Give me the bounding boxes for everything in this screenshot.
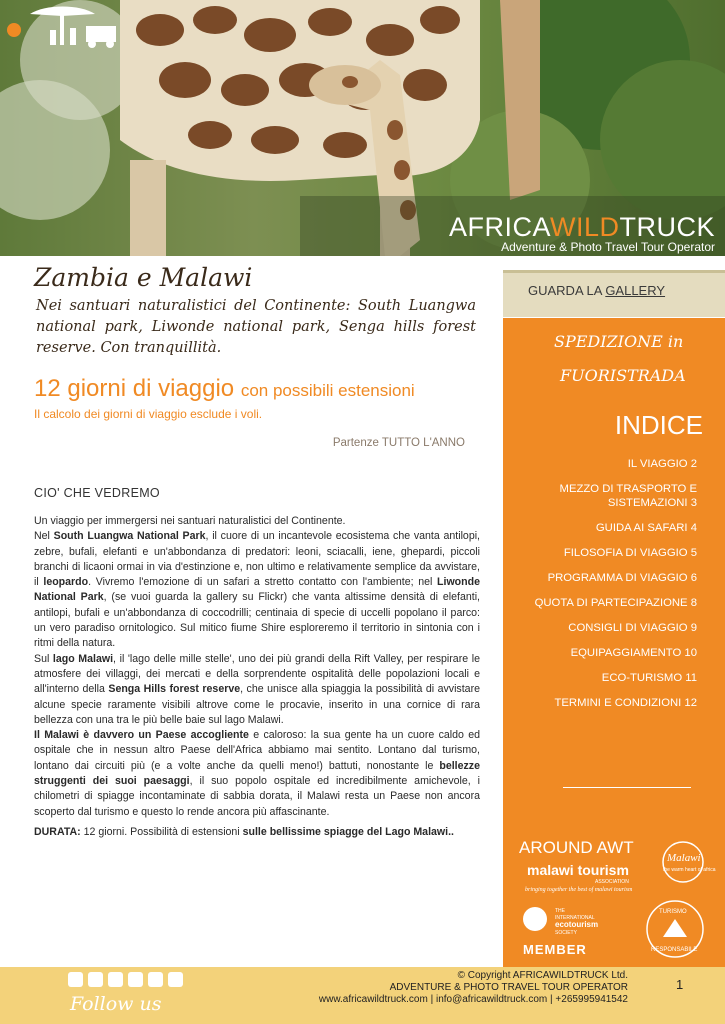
- malawi-tourism-logo: malawi tourism: [527, 862, 629, 878]
- gallery-link[interactable]: GUARDA LA GALLERY: [528, 283, 666, 298]
- trip-title: Zambia e Malawi: [34, 263, 253, 292]
- duration-headline: 12 giorni di viaggio con possibili estensioni: [34, 375, 415, 402]
- twitter-icon: [68, 972, 83, 987]
- table-of-contents: [515, 457, 697, 721]
- svg-text:the warm heart of africa: the warm heart of africa: [663, 867, 716, 873]
- flickr-icon: [168, 972, 183, 987]
- member-label: MEMBER: [523, 942, 587, 957]
- toc-item-label: QUOTA DI PARTECIPAZIONE: [534, 597, 688, 609]
- toc-item[interactable]: [515, 646, 697, 660]
- toc-item-page: 11: [685, 672, 697, 684]
- flights-note: Il calcolo dei giorni di viaggio esclude i voli.: [34, 407, 263, 421]
- duration-paragraph: DURATA: 12 giorni. Possibilità di estensioni sulle bellissime spiagge del Lago Malawi..: [34, 826, 454, 838]
- svg-text:INTERNATIONAL: INTERNATIONAL: [555, 915, 595, 921]
- index-title: INDICE: [614, 410, 703, 440]
- toc-item-page: 9: [690, 622, 697, 634]
- toc-item-page: 3: [690, 497, 697, 509]
- toc-item[interactable]: [515, 696, 697, 710]
- section-heading: CIO' CHE VEDREMO: [34, 486, 160, 500]
- google-plus-icon: [108, 972, 123, 987]
- toc-item-page: 5: [690, 547, 697, 559]
- toc-item-page: 2: [690, 458, 697, 470]
- toc-item[interactable]: [515, 571, 697, 585]
- hero-image: [0, 0, 725, 256]
- footer-website-link[interactable]: www.africawildtruck.com: [318, 994, 428, 1005]
- expedition-label: SPEDIZIONE in: [554, 332, 684, 351]
- toc-item[interactable]: [515, 596, 697, 610]
- africawildtruck-logo: [0, 0, 120, 56]
- footer-copyright: © Copyright AFRICAWILDTRUCK Ltd. ADVENTURE & PHOTO TRAVEL TOUR OPERATOR www.africawildtruck.com | info@africawildtruck.com | +265995941542: [318, 970, 628, 1005]
- around-awt-logo: AROUND AWT: [519, 838, 634, 857]
- toc-item[interactable]: [515, 671, 697, 685]
- toc-item-label: TERMINI E CONDIZIONI: [554, 697, 682, 709]
- trip-subtitle: Nei santuari naturalistici del Continente: South Luangwa national park, Liwonde national park, Senga hills forest reserve. Con tranquillità.: [36, 298, 476, 356]
- description-body: Un viaggio per immergersi nei santuari naturalistici del Continente. Nel South Luangwa National Park, il cuore di un incantevole ecosistema che vanta antilopi, zebre, bufali, elefanti e un'abbondanza di predatori: leoni, sciacalli, iene, ghepardi, piccoli branchi di licaoni ormai in via d'estinzione e, non ultimo e relativamente semplice da avvistare, il leopardo. Vivremo l'emozione di un safari a stretto contatto con l'ambiente; nel Liwonde National Park, (se vuoi guarda la gallery su Flickr) che vanta altissime densità di elefanti, antilopi, bufali e un'abbondanza di coccodrilli; centinaia di specie di uccelli popolano il parco: un vero paradiso ornitologico. Sul mitico fiume Shire esploreremo il territorio in sintonia con i ritmi della natura. Sul lago Malawi, il 'lago delle mille stelle', uno dei più grandi della Rift Valley, per respirare le atmosfere dei villaggi, dei mercati e della sorprendente ospitalità delle popolazioni locali e all'interno della Senga Hills forest reserve, che unisce alla spiaggia la possibilità di avvistare alcune specie raramente visibili altrove come le procavie, inserito in una cornice di rara bellezza con una tra le più belle baie sul lago Malawi. Il Malawi è davvero un Paese accogliente e caloroso: la sua gente ha un cuore caldo ed ospitale che in nessun altro Paese dell'Africa abbiamo mai sentito. Lontano dal turismo, lontano dai circuiti più (e a volte anche da quelli meno!) battuti, nonostante le bellezze struggenti dei suoi paesaggi, il suo popolo ospitale ed incredibilmente amichevole, i chilometri di spiagge incontaminate di sabbia dorata, il Malawi resta un Paese non ancora scoperto dal turismo e questo lo rende ancora più affascinante.: [34, 515, 481, 818]
- offroad-label: FUORISTRADA: [560, 366, 686, 385]
- ties-globe-icon: [523, 907, 547, 931]
- brand-block: [449, 212, 715, 254]
- toc-item-label: MEZZO DI TRASPORTO E SISTEMAZIONI: [559, 483, 697, 509]
- toc-item-page: 8: [690, 597, 697, 609]
- svg-text:TURISMO: TURISMO: [659, 909, 687, 915]
- social-icons: [68, 970, 188, 992]
- partner-logos: [503, 817, 725, 967]
- youtube-icon: [148, 972, 163, 987]
- toc-item[interactable]: [515, 521, 697, 535]
- svg-text:Malawi: Malawi: [667, 852, 701, 864]
- brand-name: AFRICAWILDTRUCK: [448, 212, 715, 242]
- svg-text:bringing together the best of: bringing together the best of malawi tourism: [525, 887, 633, 893]
- toc-item[interactable]: [515, 482, 697, 510]
- toc-item-page: 4: [690, 522, 697, 534]
- toc-item-label: GUIDA AI SAFARI: [595, 522, 688, 534]
- toc-item-label: PROGRAMMA DI VIAGGIO: [547, 572, 688, 584]
- brand-tagline: Adventure & Photo Travel Tour Operator: [501, 240, 715, 254]
- follow-us-label: Follow us: [70, 993, 162, 1015]
- toc-item[interactable]: [515, 457, 697, 471]
- svg-text:ecotourism: ecotourism: [555, 920, 599, 929]
- toc-item-page: 6: [690, 572, 697, 584]
- facebook-icon: [88, 972, 103, 987]
- footer-contact[interactable]: | info@africawildtruck.com | +265995941542: [430, 994, 628, 1005]
- instagram-icon: [128, 972, 143, 987]
- toc-item[interactable]: [515, 546, 697, 560]
- departures-label: Partenze TUTTO L'ANNO: [332, 437, 465, 449]
- svg-text:RESPONSABILE: RESPONSABILE: [651, 947, 698, 953]
- svg-text:THE: THE: [555, 908, 565, 914]
- toc-divider: [563, 787, 691, 788]
- toc-item-label: IL VIAGGIO: [627, 458, 688, 470]
- toc-item-page: 12: [684, 697, 697, 709]
- toc-item-page: 10: [684, 647, 697, 659]
- toc-item-label: ECO-TURISMO: [601, 672, 683, 684]
- toc-item-label: CONSIGLI DI VIAGGIO: [568, 622, 688, 634]
- svg-text:ASSOCIATION: ASSOCIATION: [595, 879, 629, 885]
- toc-item-label: FILOSOFIA DI VIAGGIO: [563, 547, 688, 559]
- toc-item[interactable]: [515, 621, 697, 635]
- toc-item-label: EQUIPAGGIAMENTO: [570, 647, 682, 659]
- page-number: 1: [676, 977, 684, 992]
- svg-text:SOCIETY: SOCIETY: [555, 930, 577, 936]
